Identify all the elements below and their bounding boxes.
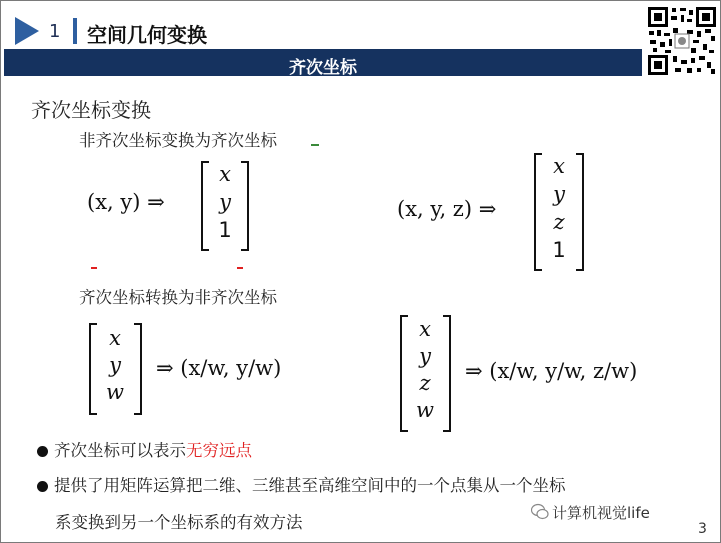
section-banner: [4, 49, 642, 76]
vector-entry: x: [553, 154, 565, 178]
bullet-infinity: [37, 437, 252, 461]
section-arrow-icon: [15, 17, 39, 45]
vector-entry: x: [219, 162, 231, 186]
subheading-to-nonhomogeneous: 齐次坐标转换为非齐次坐标: [79, 288, 277, 307]
vector-entry: x: [419, 317, 431, 341]
left-bracket: [89, 323, 97, 415]
right-bracket: [241, 161, 249, 251]
right-bracket: [134, 323, 142, 415]
bullet-matrix-continued: 系变换到另一个坐标系的有效方法: [55, 513, 303, 532]
banner-title: 齐次坐标: [289, 58, 357, 78]
bullet-text: 提供了用矩阵运算把二维、三维甚至高维空间中的一个点集从一个坐标: [54, 476, 566, 495]
scan-mark: [237, 267, 243, 269]
right-bracket: [576, 153, 584, 271]
bullet-text: 齐次坐标可以表示: [54, 441, 186, 460]
vector-entry: w: [416, 398, 434, 422]
vector-3d-homogeneous: [544, 156, 574, 268]
vector-entry: x: [109, 326, 121, 350]
wechat-icon: [531, 503, 549, 521]
vector-entry: z: [553, 210, 565, 234]
scan-mark: [91, 267, 97, 269]
formula-2d-rhs: ⇒ (x/w, y/w): [156, 356, 282, 380]
vector-entry: 1: [218, 218, 232, 242]
formula-2d-lhs: (x, y) ⇒: [87, 190, 165, 214]
left-bracket: [534, 153, 542, 271]
scan-mark: [311, 144, 319, 146]
vector-entry: y: [109, 353, 121, 377]
bullet-dot-icon: [37, 446, 48, 457]
section-number: 1: [49, 21, 61, 42]
bullet-dot-icon: [37, 481, 48, 492]
formula-3d-rhs: ⇒ (x/w, y/w, z/w): [465, 359, 638, 383]
formula-3d-lhs: (x, y, z) ⇒: [397, 197, 497, 221]
left-bracket: [400, 315, 408, 432]
vector-entry: y: [553, 182, 565, 206]
left-bracket: [201, 161, 209, 251]
vector-2d-w: [99, 328, 131, 409]
page-number: 3: [698, 521, 707, 537]
vector-entry: y: [219, 190, 231, 214]
vector-3d-w: [410, 319, 440, 427]
bullet-matrix: [37, 472, 566, 496]
subheading-to-homogeneous: 非齐次坐标变换为齐次坐标: [79, 131, 277, 150]
slide-heading: 齐次坐标变换: [31, 98, 151, 122]
vector-entry: w: [106, 380, 124, 404]
vector-2d-homogeneous: [211, 164, 239, 248]
section-title: 空间几何变换: [87, 23, 207, 47]
vector-entry: z: [419, 371, 431, 395]
section-divider: [73, 18, 77, 44]
right-bracket: [443, 315, 451, 432]
bullet-highlight: 无穷远点: [186, 441, 252, 460]
vector-entry: 1: [552, 238, 566, 262]
vector-entry: y: [419, 344, 431, 368]
watermark: 计算机视觉life: [552, 504, 650, 522]
qr-code-icon: [647, 6, 717, 76]
